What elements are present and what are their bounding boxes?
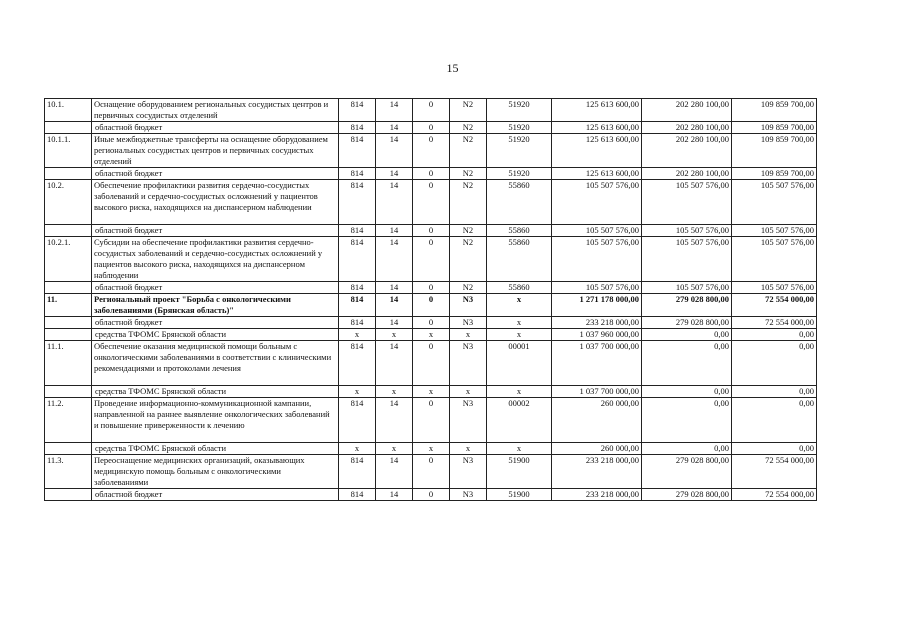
cell-c4: N2 — [450, 180, 487, 225]
cell-v3: 0,00 — [732, 341, 817, 386]
cell-num: 11.2. — [45, 398, 92, 443]
cell-desc: областной бюджет — [92, 168, 339, 180]
cell-c4: N3 — [450, 398, 487, 443]
cell-c2: 14 — [376, 282, 413, 294]
cell-v1: 105 507 576,00 — [552, 282, 642, 294]
cell-c4: N2 — [450, 99, 487, 122]
cell-num — [45, 443, 92, 455]
table-row — [45, 398, 817, 443]
cell-c2: 14 — [376, 294, 413, 317]
cell-v2: 279 028 800,00 — [642, 317, 732, 329]
cell-v3: 0,00 — [732, 386, 817, 398]
cell-v1: 233 218 000,00 — [552, 455, 642, 489]
cell-v3: 72 554 000,00 — [732, 455, 817, 489]
cell-desc: Региональный проект "Борьба с онкологическими заболеваниями (Брянская область)" — [92, 294, 339, 317]
cell-c3: 0 — [413, 180, 450, 225]
cell-desc: Обеспечение профилактики развития сердечно-сосудистых заболеваний и сердечно-сосудистых осложнений у пациентов высокого риска, находящихся на диспансерном наблюдении — [92, 180, 339, 225]
cell-num — [45, 317, 92, 329]
cell-c3: 0 — [413, 282, 450, 294]
table-row — [45, 386, 817, 398]
cell-c3: 0 — [413, 317, 450, 329]
cell-c2: 14 — [376, 317, 413, 329]
cell-desc: областной бюджет — [92, 122, 339, 134]
cell-c3: x — [413, 329, 450, 341]
cell-v1: 125 613 600,00 — [552, 134, 642, 168]
cell-v1: 125 613 600,00 — [552, 122, 642, 134]
cell-desc: Оснащение оборудованием региональных сосудистых центров и первичных сосудистых отделений — [92, 99, 339, 122]
cell-num: 10.2.1. — [45, 237, 92, 282]
cell-c5: 51900 — [487, 489, 552, 501]
cell-v1: 105 507 576,00 — [552, 237, 642, 282]
cell-c5: 55860 — [487, 180, 552, 225]
cell-v1: 1 271 178 000,00 — [552, 294, 642, 317]
cell-c4: N2 — [450, 168, 487, 180]
cell-desc: Иные межбюджетные трансферты на оснащение оборудованием региональных сосудистых центров и первичных сосудистых отделений — [92, 134, 339, 168]
table-row — [45, 489, 817, 501]
cell-v3: 105 507 576,00 — [732, 180, 817, 225]
cell-c2: 14 — [376, 180, 413, 225]
cell-c3: 0 — [413, 225, 450, 237]
cell-c1: 814 — [339, 341, 376, 386]
cell-c4: x — [450, 386, 487, 398]
cell-c1: 814 — [339, 225, 376, 237]
cell-v1: 105 507 576,00 — [552, 225, 642, 237]
cell-v2: 202 280 100,00 — [642, 134, 732, 168]
table-row — [45, 282, 817, 294]
cell-c5: x — [487, 386, 552, 398]
cell-v2: 105 507 576,00 — [642, 282, 732, 294]
cell-v3: 72 554 000,00 — [732, 489, 817, 501]
table-row — [45, 455, 817, 489]
cell-num: 11. — [45, 294, 92, 317]
cell-c4: N3 — [450, 341, 487, 386]
cell-c4: x — [450, 329, 487, 341]
cell-num — [45, 489, 92, 501]
table-row — [45, 443, 817, 455]
cell-c5: x — [487, 317, 552, 329]
cell-c5: 00002 — [487, 398, 552, 443]
cell-desc: Субсидии на обеспечение профилактики развития сердечно-сосудистых заболеваний и сердечно-сосудистых осложнений у пациентов высокого риска, находящихся на диспансерном наблюдении — [92, 237, 339, 282]
cell-c3: 0 — [413, 294, 450, 317]
cell-c5: 51920 — [487, 134, 552, 168]
cell-desc: средства ТФОМС Брянской области — [92, 386, 339, 398]
table-row — [45, 329, 817, 341]
cell-c2: 14 — [376, 134, 413, 168]
cell-v1: 1 037 700 000,00 — [552, 386, 642, 398]
cell-v2: 202 280 100,00 — [642, 168, 732, 180]
cell-num — [45, 225, 92, 237]
cell-c1: 814 — [339, 489, 376, 501]
table-row — [45, 180, 817, 225]
cell-c1: 814 — [339, 317, 376, 329]
cell-v2: 202 280 100,00 — [642, 122, 732, 134]
cell-v3: 0,00 — [732, 398, 817, 443]
cell-c4: N3 — [450, 455, 487, 489]
cell-c4: N2 — [450, 225, 487, 237]
table-row — [45, 99, 817, 122]
cell-v2: 279 028 800,00 — [642, 294, 732, 317]
cell-c1: x — [339, 329, 376, 341]
cell-c2: 14 — [376, 398, 413, 443]
page-number: 15 — [446, 61, 459, 75]
cell-v2: 0,00 — [642, 386, 732, 398]
cell-c5: 51920 — [487, 122, 552, 134]
cell-v2: 202 280 100,00 — [642, 99, 732, 122]
table-row — [45, 122, 817, 134]
cell-c1: 814 — [339, 99, 376, 122]
cell-c5: 55860 — [487, 225, 552, 237]
cell-v1: 125 613 600,00 — [552, 99, 642, 122]
cell-c2: 14 — [376, 122, 413, 134]
cell-v2: 0,00 — [642, 341, 732, 386]
cell-c5: 55860 — [487, 237, 552, 282]
cell-desc: областной бюджет — [92, 317, 339, 329]
cell-c2: 14 — [376, 237, 413, 282]
cell-v1: 233 218 000,00 — [552, 489, 642, 501]
cell-c3: 0 — [413, 237, 450, 282]
cell-c5: 51900 — [487, 455, 552, 489]
cell-c4: N2 — [450, 282, 487, 294]
cell-c5: 55860 — [487, 282, 552, 294]
cell-c5: 51920 — [487, 168, 552, 180]
cell-c5: x — [487, 443, 552, 455]
cell-c2: 14 — [376, 489, 413, 501]
cell-c5: x — [487, 329, 552, 341]
cell-c2: 14 — [376, 225, 413, 237]
table-body — [45, 99, 817, 501]
cell-desc: областной бюджет — [92, 225, 339, 237]
cell-v3: 105 507 576,00 — [732, 237, 817, 282]
cell-v2: 279 028 800,00 — [642, 489, 732, 501]
table-row — [45, 341, 817, 386]
cell-v3: 0,00 — [732, 329, 817, 341]
cell-c3: 0 — [413, 489, 450, 501]
cell-num: 10.2. — [45, 180, 92, 225]
cell-v1: 1 037 960 000,00 — [552, 329, 642, 341]
cell-v3: 0,00 — [732, 443, 817, 455]
cell-v3: 72 554 000,00 — [732, 294, 817, 317]
cell-desc: Переоснащение медицинских организаций, оказывающих медицинскую помощь больным с онкологическими заболеваниями — [92, 455, 339, 489]
cell-v2: 0,00 — [642, 443, 732, 455]
cell-c1: 814 — [339, 237, 376, 282]
cell-c4: N2 — [450, 134, 487, 168]
cell-v3: 105 507 576,00 — [732, 282, 817, 294]
cell-num: 11.3. — [45, 455, 92, 489]
cell-v1: 1 037 700 000,00 — [552, 341, 642, 386]
cell-num — [45, 168, 92, 180]
cell-c4: N3 — [450, 489, 487, 501]
cell-num — [45, 282, 92, 294]
cell-c2: 14 — [376, 99, 413, 122]
cell-v2: 279 028 800,00 — [642, 455, 732, 489]
cell-c1: 814 — [339, 122, 376, 134]
cell-num: 10.1.1. — [45, 134, 92, 168]
cell-v3: 109 859 700,00 — [732, 122, 817, 134]
cell-v2: 0,00 — [642, 398, 732, 443]
cell-c1: 814 — [339, 168, 376, 180]
cell-c1: 814 — [339, 294, 376, 317]
table-row — [45, 237, 817, 282]
cell-num — [45, 329, 92, 341]
table-row — [45, 168, 817, 180]
cell-num — [45, 122, 92, 134]
cell-v2: 105 507 576,00 — [642, 237, 732, 282]
budget-table — [44, 98, 817, 501]
cell-c4: N2 — [450, 122, 487, 134]
cell-desc: областной бюджет — [92, 282, 339, 294]
cell-c3: x — [413, 443, 450, 455]
cell-c4: N3 — [450, 294, 487, 317]
cell-num — [45, 386, 92, 398]
cell-c2: 14 — [376, 455, 413, 489]
cell-c3: 0 — [413, 168, 450, 180]
cell-v2: 0,00 — [642, 329, 732, 341]
cell-v1: 105 507 576,00 — [552, 180, 642, 225]
cell-c1: 814 — [339, 282, 376, 294]
cell-c1: 814 — [339, 455, 376, 489]
cell-c3: 0 — [413, 341, 450, 386]
cell-desc: Проведение информационно-коммуникационной кампании, направленной на раннее выявление онкологических заболеваний и повышение приверженности к лечению — [92, 398, 339, 443]
cell-c2: x — [376, 443, 413, 455]
cell-c2: 14 — [376, 168, 413, 180]
cell-num: 11.1. — [45, 341, 92, 386]
cell-c2: x — [376, 329, 413, 341]
cell-v3: 109 859 700,00 — [732, 134, 817, 168]
cell-c5: 00001 — [487, 341, 552, 386]
cell-v3: 109 859 700,00 — [732, 168, 817, 180]
cell-desc: средства ТФОМС Брянской области — [92, 443, 339, 455]
cell-v1: 260 000,00 — [552, 443, 642, 455]
cell-v3: 72 554 000,00 — [732, 317, 817, 329]
cell-v2: 105 507 576,00 — [642, 225, 732, 237]
cell-c3: 0 — [413, 398, 450, 443]
cell-c2: x — [376, 386, 413, 398]
cell-v1: 233 218 000,00 — [552, 317, 642, 329]
table-row — [45, 294, 817, 317]
cell-c1: 814 — [339, 134, 376, 168]
cell-c2: 14 — [376, 341, 413, 386]
table-row — [45, 317, 817, 329]
cell-v1: 260 000,00 — [552, 398, 642, 443]
cell-c4: N3 — [450, 317, 487, 329]
cell-c4: N2 — [450, 237, 487, 282]
cell-desc: Обеспечение оказания медицинской помощи больным с онкологическими заболеваниями в соответствии с клиническими рекомендациями и протоколами лечения — [92, 341, 339, 386]
cell-c1: 814 — [339, 398, 376, 443]
cell-c3: 0 — [413, 455, 450, 489]
cell-c3: 0 — [413, 99, 450, 122]
cell-v1: 125 613 600,00 — [552, 168, 642, 180]
cell-c3: x — [413, 386, 450, 398]
cell-v3: 105 507 576,00 — [732, 225, 817, 237]
cell-v2: 105 507 576,00 — [642, 180, 732, 225]
cell-c5: 51920 — [487, 99, 552, 122]
cell-c3: 0 — [413, 122, 450, 134]
cell-c1: x — [339, 386, 376, 398]
cell-desc: средства ТФОМС Брянской области — [92, 329, 339, 341]
cell-desc: областной бюджет — [92, 489, 339, 501]
cell-c1: x — [339, 443, 376, 455]
table-row — [45, 134, 817, 168]
table-row — [45, 225, 817, 237]
cell-c3: 0 — [413, 134, 450, 168]
cell-c5: x — [487, 294, 552, 317]
cell-v3: 109 859 700,00 — [732, 99, 817, 122]
cell-c4: x — [450, 443, 487, 455]
cell-c1: 814 — [339, 180, 376, 225]
cell-num: 10.1. — [45, 99, 92, 122]
